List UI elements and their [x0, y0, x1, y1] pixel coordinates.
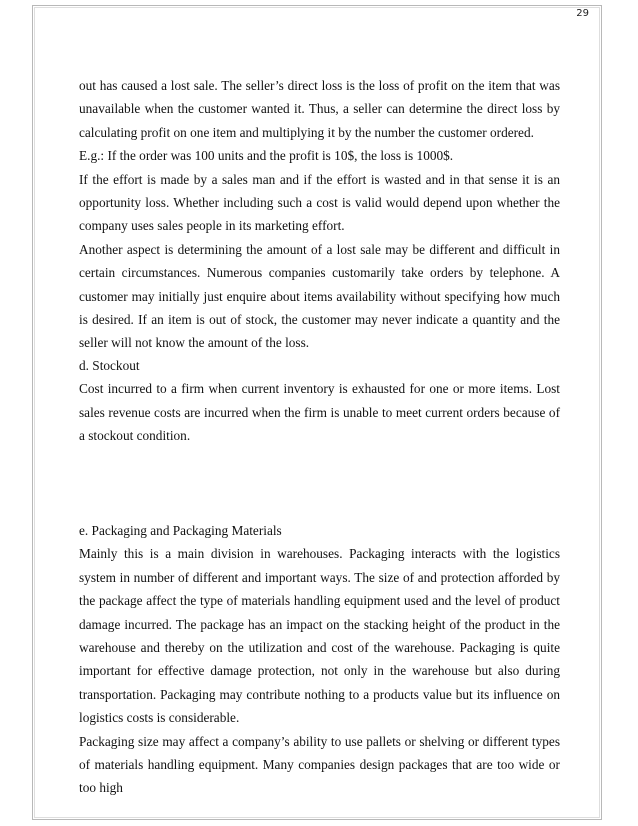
page-number: 29: [576, 8, 589, 19]
paragraph-lost-sale-amount: Another aspect is determining the amount of a lost sale may be different and difficult in certain circumstances. Numerous companies customarily take orders by telephone. A customer may initially just enquire about items availability without specifying how much is desired. If an item is out of stock, the customer may never indicate a quantity and the seller will not know the amount of the loss.: [79, 241, 560, 351]
section-heading-packaging: e. Packaging and Packaging Materials: [79, 523, 282, 538]
paragraph-stockout: Cost incurred to a firm when current inventory is exhausted for one or more items. Lost sales revenue costs are incurred when the firm is unable to meet current orders because of a stockout condition.: [79, 381, 560, 444]
paragraph-packaging-main: Mainly this is a main division in warehouses. Packaging interacts with the logistics system in number of different and important ways. The size of and protection afforded by the package affect the type of materials handling equipment used and the level of product damage incurred. The package has an impact on the stacking height of the product in the warehouse and thereby on the utilization and cost of the warehouse. Packaging is quite important for effective damage protection, not only in the warehouse but also during transportation. Packaging may contribute nothing to a products value but its influence on logistics costs is considerable.: [79, 546, 560, 726]
section-stockout: [79, 354, 560, 448]
paragraph-lost-sale-direct-loss: out has caused a lost sale. The seller’s direct loss is the loss of profit on the item that was unavailable when the customer wanted it. Thus, a seller can determine the direct loss by calculating profit on one item and multiplying it by the number the customer ordered.: [79, 78, 560, 140]
section-heading-stockout: d. Stockout: [79, 358, 140, 373]
body-text-block: [79, 74, 560, 355]
section-packaging: [79, 519, 560, 800]
paragraph-example: E.g.: If the order was 100 units and the profit is 10$, the loss is 1000$.: [79, 148, 454, 164]
paragraph-opportunity-loss: If the effort is made by a sales man and if the effort is wasted and in that sense it is an opportunity loss. Whether including such a cost is valid would depend upon whether the company uses sales people in its marketing effort.: [79, 171, 560, 234]
paragraph-packaging-size: Packaging size may affect a company’s ability to use pallets or shelving or different types of materials handling equipment. Many companies design packages that are too wide or too high: [79, 733, 560, 796]
